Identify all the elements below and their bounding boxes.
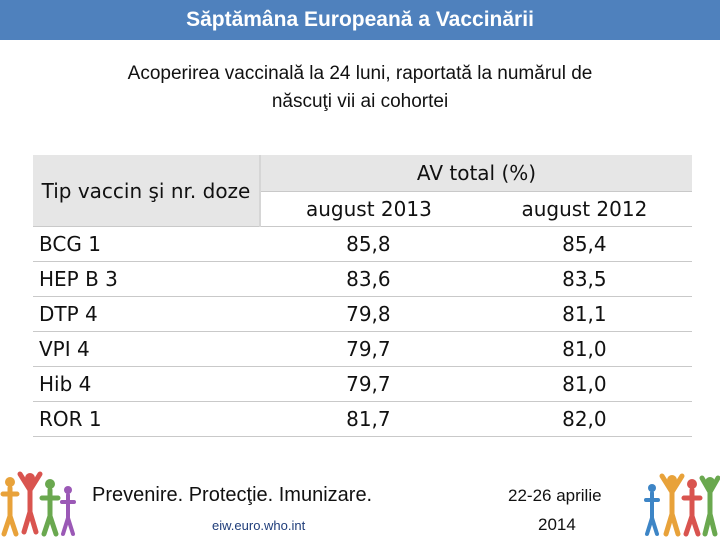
coverage-2012: 82,0 bbox=[477, 402, 692, 437]
coverage-2012: 81,1 bbox=[477, 297, 692, 332]
coverage-2013: 85,8 bbox=[260, 227, 477, 262]
column-header-2012: august 2012 bbox=[477, 192, 692, 227]
coverage-group-header: AV total (%) bbox=[260, 155, 692, 192]
vaccine-name: HEP B 3 bbox=[33, 262, 260, 297]
campaign-motto: Prevenire. Protecţie. Imunizare. bbox=[92, 484, 373, 506]
people-group-left-icon bbox=[0, 468, 80, 540]
subtitle-line-1: Acoperirea vaccinală la 24 luni, raportată la numărul de bbox=[127, 63, 593, 84]
banner-title: Săptămâna Europeană a Vaccinării bbox=[186, 8, 534, 31]
vaccination-table bbox=[33, 155, 692, 437]
subtitle-line-2: născuţi vii ai cohortei bbox=[271, 91, 449, 112]
vaccine-name: VPI 4 bbox=[33, 332, 260, 367]
column-header-2013: august 2013 bbox=[260, 192, 477, 227]
coverage-2012: 81,0 bbox=[477, 367, 692, 402]
table-row bbox=[33, 332, 692, 367]
coverage-2013: 79,8 bbox=[260, 297, 477, 332]
coverage-2012: 85,4 bbox=[477, 227, 692, 262]
people-group-right-icon bbox=[640, 468, 720, 540]
coverage-2013: 79,7 bbox=[260, 367, 477, 402]
page-banner bbox=[0, 0, 720, 40]
vaccine-name: DTP 4 bbox=[33, 297, 260, 332]
coverage-2013: 83,6 bbox=[260, 262, 477, 297]
page-subtitle bbox=[40, 60, 680, 116]
campaign-dates: 22-26 aprilie bbox=[508, 486, 602, 505]
table-row bbox=[33, 402, 692, 437]
vaccine-name: ROR 1 bbox=[33, 402, 260, 437]
coverage-2012: 81,0 bbox=[477, 332, 692, 367]
vaccine-name: Hib 4 bbox=[33, 367, 260, 402]
table-row bbox=[33, 367, 692, 402]
table-row bbox=[33, 262, 692, 297]
coverage-2013: 81,7 bbox=[260, 402, 477, 437]
table-row bbox=[33, 227, 692, 262]
vaccine-type-header: Tip vaccin şi nr. doze bbox=[33, 155, 260, 227]
campaign-year: 2014 bbox=[538, 515, 576, 534]
table-row bbox=[33, 297, 692, 332]
vaccine-name: BCG 1 bbox=[33, 227, 260, 262]
coverage-2012: 83,5 bbox=[477, 262, 692, 297]
website-link[interactable]: eiw.euro.who.int bbox=[212, 518, 306, 533]
coverage-2013: 79,7 bbox=[260, 332, 477, 367]
table-header-row bbox=[33, 155, 692, 192]
